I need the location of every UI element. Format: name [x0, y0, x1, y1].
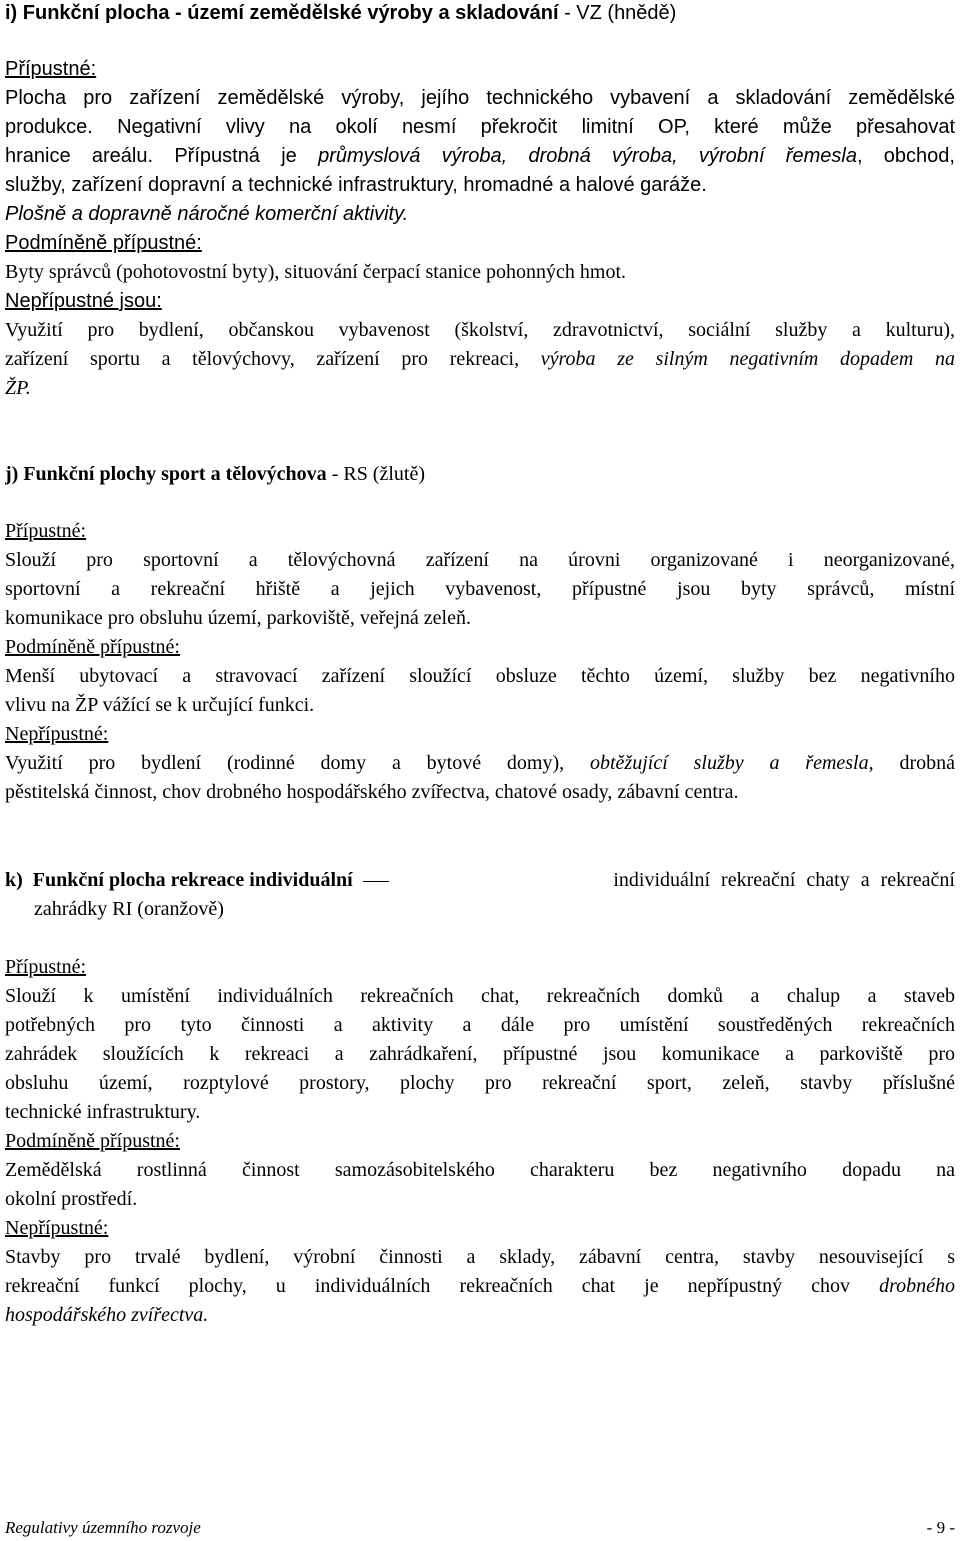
section-k-forbidden-line — [5, 1272, 955, 1301]
section-j-code: - RS (žlutě) — [326, 463, 425, 485]
section-i-text-line: služby, zařízení dopravní a technické infrastruktury, hromadné a halové garáže. — [5, 174, 707, 196]
section-i-forbidden-line: Využití pro bydlení, občanskou vybavenost (školství, zdravotnictví, sociální služby a kulturu), — [5, 319, 955, 341]
section-j — [5, 460, 955, 489]
section-k-conditional-line: okolní prostředí. — [5, 1188, 138, 1210]
section-i-permitted-label: Přípustné: — [5, 58, 97, 80]
section-i-conditional-text: Byty správců (pohotovostní byty), situování čerpací stanice pohonných hmot. — [5, 261, 626, 283]
section-j-text-line: sportovní a rekreační hřiště a jejich vybavenost, přípustné jsou byty správců, místní — [5, 578, 955, 600]
page-footer — [5, 1518, 955, 1538]
section-i-text-line: produkce. Negativní vlivy na okolí nesmí překročit limitní OP, které může přesahovat — [5, 116, 955, 138]
section-j-text-line: komunikace pro obsluhu území, parkoviště, veřejná zeleň. — [5, 607, 471, 629]
section-j-forbidden-label: Nepřípustné: — [5, 723, 109, 745]
section-j-title: j) Funkční plochy sport a tělovýchova — [5, 463, 327, 485]
section-j-text-line: Slouží pro sportovní a tělovýchovná zařízení na úrovni organizované i neorganizované, — [5, 549, 955, 571]
text-fragment: drobného — [879, 1275, 955, 1297]
section-k-forbidden-line: hospodářského zvířectva. — [5, 1304, 209, 1326]
section-k-forbidden-label: Nepřípustné: — [5, 1217, 109, 1239]
em-dash — [363, 881, 389, 882]
text-fragment: průmyslová výroba, drobná výroba, výrobní řemesla — [318, 145, 857, 167]
section-k-text-line: technické infrastruktury. — [5, 1101, 201, 1123]
section-j-body — [5, 517, 955, 807]
section-j-conditional-label: Podmíněně přípustné: — [5, 636, 180, 658]
section-k — [5, 866, 955, 924]
section-k-conditional-label: Podmíněně přípustné: — [5, 1130, 180, 1152]
footer-title: Regulativy územního rozvoje — [5, 1518, 201, 1537]
section-i-title: i) Funkční plocha - území zemědělské výroby a skladování — [5, 2, 559, 24]
section-j-conditional-line: vlivu na ŽP vážící se k určující funkci. — [5, 694, 315, 716]
section-i-conditional-label: Podmíněně přípustné: — [5, 232, 202, 254]
section-i — [5, 0, 955, 28]
section-j-forbidden-line — [5, 749, 955, 778]
section-k-heading-desc2: zahrádky RI (oranžově) — [34, 898, 224, 920]
text-fragment: Přípustná je — [174, 145, 319, 167]
section-j-forbidden-line: pěstitelská činnost, chov drobného hospodářského zvířectva, chatové osady, zábavní centra. — [5, 781, 739, 803]
section-i-text-line — [5, 142, 955, 171]
section-i-code: - VZ (hnědě) — [558, 2, 677, 24]
section-k-body — [5, 953, 955, 1330]
section-j-heading — [5, 460, 955, 489]
section-i-body — [5, 55, 955, 403]
text-fragment: drobná — [873, 752, 955, 774]
text-fragment: Využití pro bydlení (rodinné domy a bytové domy), — [5, 752, 590, 774]
section-k-title: Funkční plocha rekreace individuální — [32, 869, 353, 891]
section-i-forbidden-line: ŽP. — [5, 377, 31, 399]
section-k-heading-desc: individuální rekreační chaty a rekreační — [613, 869, 955, 891]
section-k-letter: k) — [5, 869, 23, 891]
text-fragment: obtěžující služby a řemesla, — [590, 752, 874, 774]
section-j-permitted-label: Přípustné: — [5, 520, 87, 542]
section-k-text-line: potřebných pro tyto činnosti a aktivity a dále pro umístění soustředěných rekreačních — [5, 1014, 955, 1036]
section-k-text-line: Slouží k umístění individuálních rekreačních chat, rekreačních domků a chalup a staveb — [5, 985, 955, 1007]
section-k-heading — [5, 866, 955, 895]
text-fragment: rekreační funkcí plochy, u individuálních rekreačních chat je nepřípustný chov — [5, 1275, 880, 1297]
section-i-forbidden-line — [5, 345, 955, 374]
section-k-heading-main — [5, 866, 397, 895]
section-k-permitted-label: Přípustné: — [5, 956, 87, 978]
text-fragment: , obchod, — [856, 145, 955, 167]
text-fragment: výroba ze silným negativním dopadem na — [540, 348, 955, 370]
text-fragment: hranice areálu. — [5, 145, 175, 167]
section-k-text-line: obsluhu území, rozptylové prostory, plochy pro rekreační sport, zeleň, stavby příslušné — [5, 1072, 955, 1094]
section-j-conditional-line: Menší ubytovací a stravovací zařízení sloužící obsluze těchto území, služby bez negativního — [5, 665, 955, 687]
section-i-heading — [5, 0, 955, 28]
section-k-conditional-line: Zemědělská rostlinná činnost samozásobitelského charakteru bez negativního dopadu na — [5, 1159, 955, 1181]
section-k-text-line: zahrádek sloužících k rekreaci a zahrádkaření, přípustné jsou komunikace a parkoviště pro — [5, 1043, 955, 1065]
text-fragment: zařízení sportu a tělovýchovy, zařízení pro rekreaci, — [5, 348, 541, 370]
section-i-text-line: Plošně a dopravně náročné komerční aktivity. — [5, 203, 409, 225]
section-i-forbidden-label: Nepřípustné jsou: — [5, 290, 162, 312]
section-i-text-line: Plocha pro zařízení zemědělské výroby, jejího technického vybavení a skladování zemědělské — [5, 87, 955, 109]
page-number: - 9 - — [926, 1518, 955, 1537]
section-k-forbidden-line: Stavby pro trvalé bydlení, výrobní činnosti a sklady, zábavní centra, stavby nesouvisející s — [5, 1246, 955, 1268]
